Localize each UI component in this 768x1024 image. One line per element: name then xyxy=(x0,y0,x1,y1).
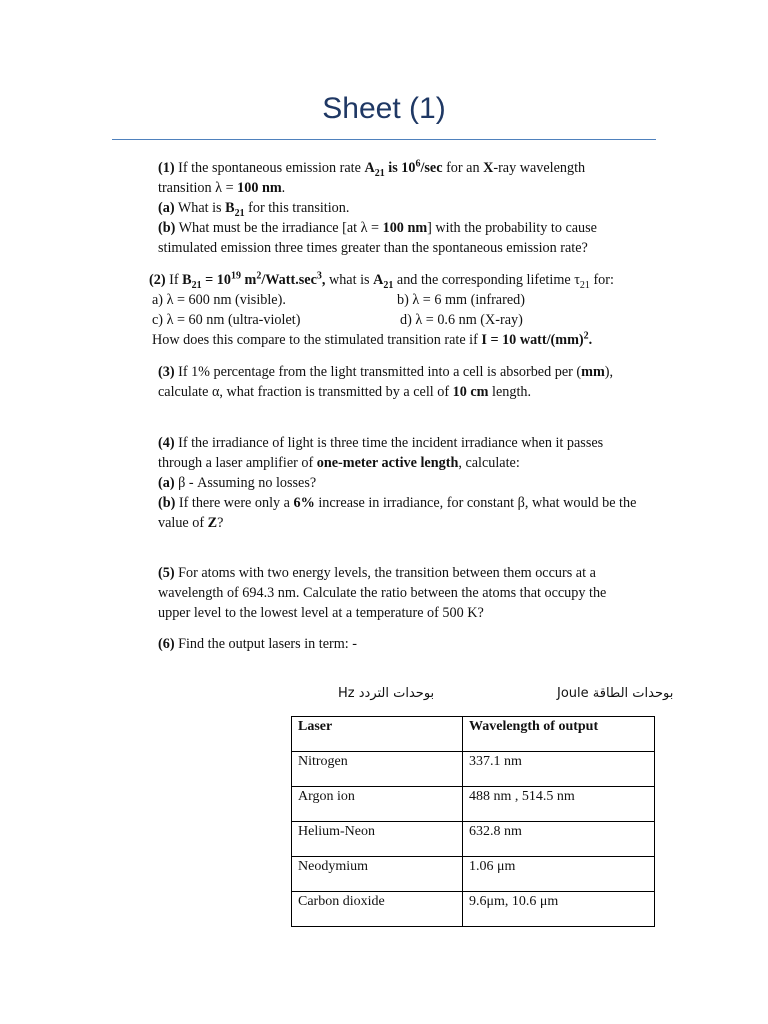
q1-part-a: (a) What is $B_{21}$ for this transition. xyxy=(158,200,350,219)
table-row xyxy=(292,857,655,892)
q5-line-3: upper level to the lowest level at a temperature of 500 K? xyxy=(158,605,484,621)
q3-line-2: calculate α, what fraction is transmitted by a cell of 10 cm length. xyxy=(158,384,532,400)
sheet-title: Sheet (1) xyxy=(322,92,446,125)
q2-option-c: c) λ = 60 nm (ultra-violet) xyxy=(152,312,301,328)
q2-option-a: a) λ = 600 nm (visible). xyxy=(152,292,286,308)
laser-wavelength: 488 nm , 514.5 nm xyxy=(463,787,655,822)
title-divider xyxy=(112,139,656,140)
laser-wavelength: 1.06 μm xyxy=(463,857,655,892)
q2-option-b: b) λ = 6 mm (infrared) xyxy=(397,292,525,308)
table-row xyxy=(292,752,655,787)
q4-line-5: value of Z? xyxy=(158,515,224,531)
q2-option-d: d) λ = 0.6 nm (X-ray) xyxy=(400,312,523,328)
q1-part-b-line-2: stimulated emission three times greater than the spontaneous emission rate? xyxy=(158,240,588,256)
laser-name: Nitrogen xyxy=(292,752,463,787)
header-wavelength: Wavelength of output xyxy=(463,717,655,752)
q1-part-b: (b) What must be the irradiance [at λ = 100 nm] with the probability to cause xyxy=(158,220,597,236)
table-row xyxy=(292,892,655,927)
q4-line-1: (4) If the irradiance of light is three time the incident irradiance when it passes xyxy=(158,435,604,451)
q4-part-a: (a) β - Assuming no losses? xyxy=(158,475,317,491)
laser-table xyxy=(291,716,655,927)
table-row xyxy=(292,787,655,822)
laser-wavelength: 9.6μm, 10.6 μm xyxy=(463,892,655,927)
q1-line-1: (1) If the spontaneous emission rate $A_{21}$ is $10^6/\sec$ for an X-ray wavelength xyxy=(158,158,586,179)
laser-name: Helium-Neon xyxy=(292,822,463,857)
laser-wavelength: 337.1 nm xyxy=(463,752,655,787)
laser-wavelength: 632.8 nm xyxy=(463,822,655,857)
q5-line-2: wavelength of 694.3 nm. Calculate the ratio between the atoms that occupy the xyxy=(158,585,607,601)
joule-units-label: Joule بوحدات الطاقة xyxy=(557,686,674,701)
q6-line: (6) Find the output lasers in term: - xyxy=(158,636,357,652)
table-header-row xyxy=(292,717,655,752)
header-laser: Laser xyxy=(292,717,463,752)
q4-part-b: (b) If there were only a 6% increase in irradiance, for constant β, what would be the xyxy=(158,495,637,511)
q3-line-1: (3) If 1% percentage from the light transmitted into a cell is absorbed per (mm), xyxy=(158,364,614,380)
q4-line-2: through a laser amplifier of one-meter active length, calculate: xyxy=(158,455,520,471)
laser-name: Neodymium xyxy=(292,857,463,892)
q2-line-1: (2) If $B_{21} = 10^{19}$ $m^2/Watt.\sec^3$, what is $A_{21}$ and the corresponding lifetime $\tau_{21}$ for: xyxy=(149,270,614,291)
q1-line-2: transition λ = 100 nm. xyxy=(158,180,286,196)
q5-line-1: (5) For atoms with two energy levels, the transition between them occurs at a xyxy=(158,565,596,581)
table-row xyxy=(292,822,655,857)
q2-compare: How does this compare to the stimulated transition rate if I = 10 watt/(mm)$^2$. xyxy=(152,330,593,348)
hz-units-label: Hz بوحدات التردد xyxy=(338,686,435,701)
laser-name: Carbon dioxide xyxy=(292,892,463,927)
laser-name: Argon ion xyxy=(292,787,463,822)
